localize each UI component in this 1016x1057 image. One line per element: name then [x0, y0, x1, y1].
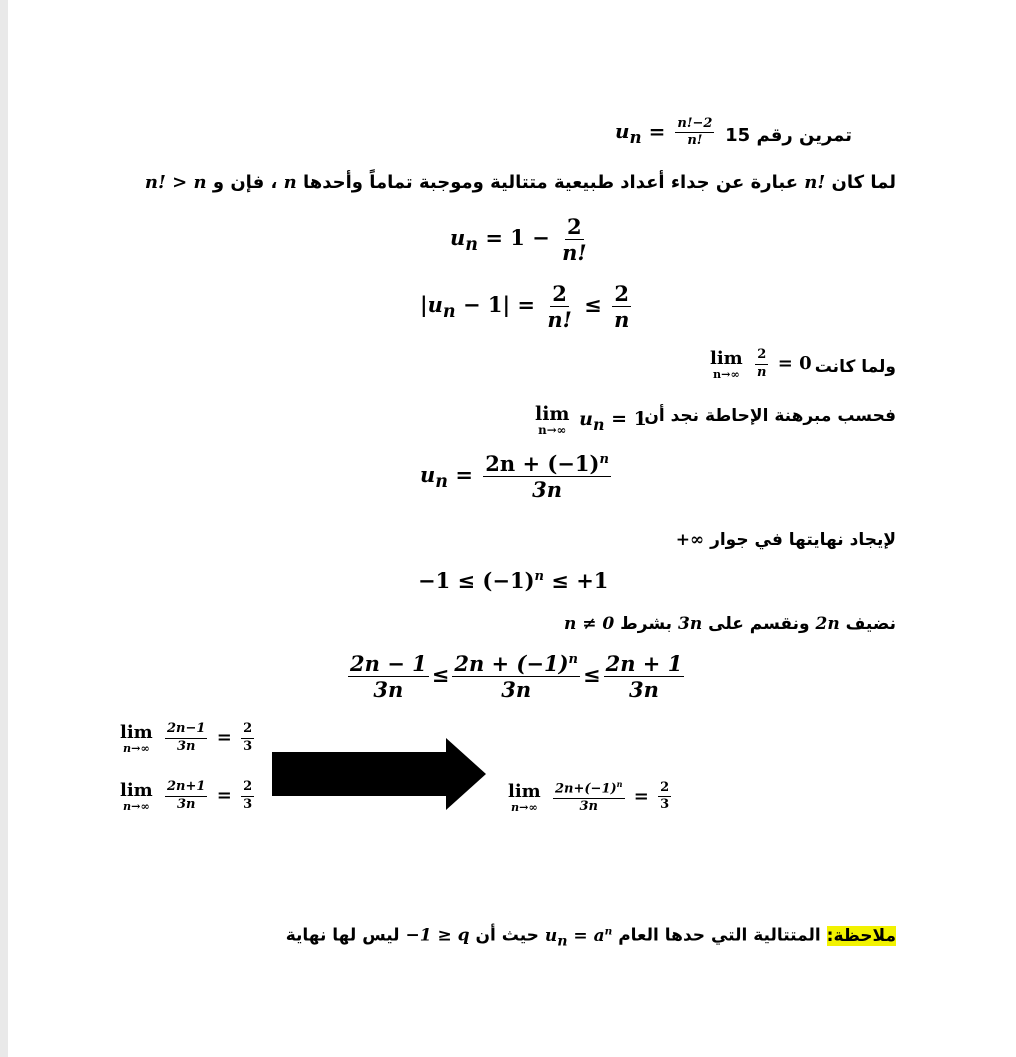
- equation-1: [450, 215, 592, 264]
- eq1-den: n!: [562, 240, 587, 266]
- lim1-fraction: [755, 348, 768, 380]
- find-limit-text: لإيجاد نهايتها في جوار: [710, 530, 896, 550]
- exercise-title: تمرين رقم 15: [725, 125, 852, 146]
- eq2-fraction-2: [612, 282, 631, 331]
- note-formula: $u_n = a^n$: [544, 925, 613, 950]
- note-text-c: ليس لها نهاية: [285, 925, 400, 946]
- statement-line: [145, 172, 896, 193]
- add-divide-line: نضيف 2n ونقسم على 3n بشرط n ≠ 0: [563, 614, 896, 634]
- find-limit-line: [676, 530, 896, 550]
- statement-text-2: عبارة عن جداء أعداد طبيعية متتالية وموجبة تماماً وأحدها: [296, 172, 805, 193]
- statement-n: n: [283, 172, 297, 193]
- title-fraction: [675, 117, 714, 149]
- statement-text-1: لما كان: [825, 172, 896, 193]
- limit-line-2-text: فحسب مبرهنة الإحاطة نجد أن:: [637, 406, 896, 426]
- page-edge: [0, 0, 8, 1057]
- eq1-lhs: $u_n$: [450, 225, 479, 256]
- squeeze-fraction-2: $\frac{2n + (-1)^n}{3n}$: [454, 651, 578, 703]
- eq3-den: 3n: [532, 477, 563, 503]
- left-limit-2: lim n→∞ $\frac{2n+1}{3n}$ = $\frac{2}{3}$: [120, 779, 253, 813]
- find-limit-value: +∞: [675, 530, 705, 550]
- eq3-fraction: [483, 452, 611, 501]
- eq2-fraction-1: [545, 282, 574, 331]
- eq2-num2: 2: [614, 281, 630, 306]
- eq2-den2: n: [614, 307, 630, 333]
- fraction-numerator: n!−2: [675, 117, 714, 133]
- result-limit: lim n→∞ $\frac{2n+(-1)^n}{3n}$ = $\frac{2}{3}$: [508, 779, 670, 814]
- eq3-num: $2n + (-1)^n$: [485, 451, 609, 476]
- note-condition: −1 ≥ q: [405, 925, 470, 946]
- note-text-b: حيث أن: [475, 925, 539, 946]
- lim-operator: lim n→∞: [710, 348, 743, 381]
- fraction-denominator: n!: [687, 133, 703, 149]
- eq2-den1: n!: [547, 307, 572, 333]
- eq1-num: 2: [567, 214, 582, 239]
- eq2-lhs-rest: − 1| =: [455, 292, 536, 318]
- left-limit-1: lim n→∞ $\frac{2n-1}{3n}$ = $\frac{2}{3}$: [120, 721, 253, 755]
- equation-3: [420, 452, 614, 501]
- seq-symbol: $u_n$: [615, 119, 642, 148]
- bounds-inequality: $-1 \le (-1)^n \le +1$: [418, 568, 609, 593]
- lim1-den: n: [757, 364, 767, 380]
- statement-nfact: n!: [804, 172, 826, 193]
- statement-text-3: ، فإن و: [206, 172, 284, 193]
- lim1-num: 2: [755, 348, 768, 364]
- squeeze-leq-2: ≤: [582, 662, 601, 688]
- squeeze-fraction-3: $\frac{2n + 1}{3n}$: [605, 651, 683, 703]
- lim2-rhs: = 1: [611, 407, 647, 430]
- squeeze-leq-1: ≤: [431, 662, 450, 688]
- eq2-leq: ≤: [584, 292, 602, 318]
- right-arrow-icon: [270, 738, 488, 810]
- eq2-lhs: $|u_n$: [420, 292, 456, 323]
- eq3-lhs: $u_n$: [420, 462, 449, 493]
- limit-line-1-text: ولما كانت: [814, 357, 896, 377]
- eq3-equals: =: [455, 462, 473, 488]
- note-text-a: المتتالية التي حدها العام: [618, 925, 821, 946]
- eq2-num1: 2: [552, 281, 567, 306]
- limit-line-2: lim n→∞ $u_n = 1$: [535, 403, 647, 437]
- statement-inequality: n! > n: [144, 172, 207, 193]
- equation-2: [420, 282, 634, 331]
- squeeze-inequality: [345, 652, 687, 701]
- equals: =: [648, 119, 666, 144]
- note-line: [286, 925, 896, 949]
- lim-operator-2: lim n→∞: [535, 403, 570, 437]
- eq1-fraction: [560, 215, 589, 264]
- note-label: ملاحظة:: [826, 925, 896, 946]
- lim1-rhs: = 0: [777, 353, 812, 375]
- squeeze-fraction-1: $\frac{2n - 1}{3n}$: [350, 651, 427, 703]
- eq1-prefix: = 1 −: [485, 225, 550, 251]
- exercise-title-line: [615, 117, 717, 149]
- limit-line-1: [710, 348, 812, 380]
